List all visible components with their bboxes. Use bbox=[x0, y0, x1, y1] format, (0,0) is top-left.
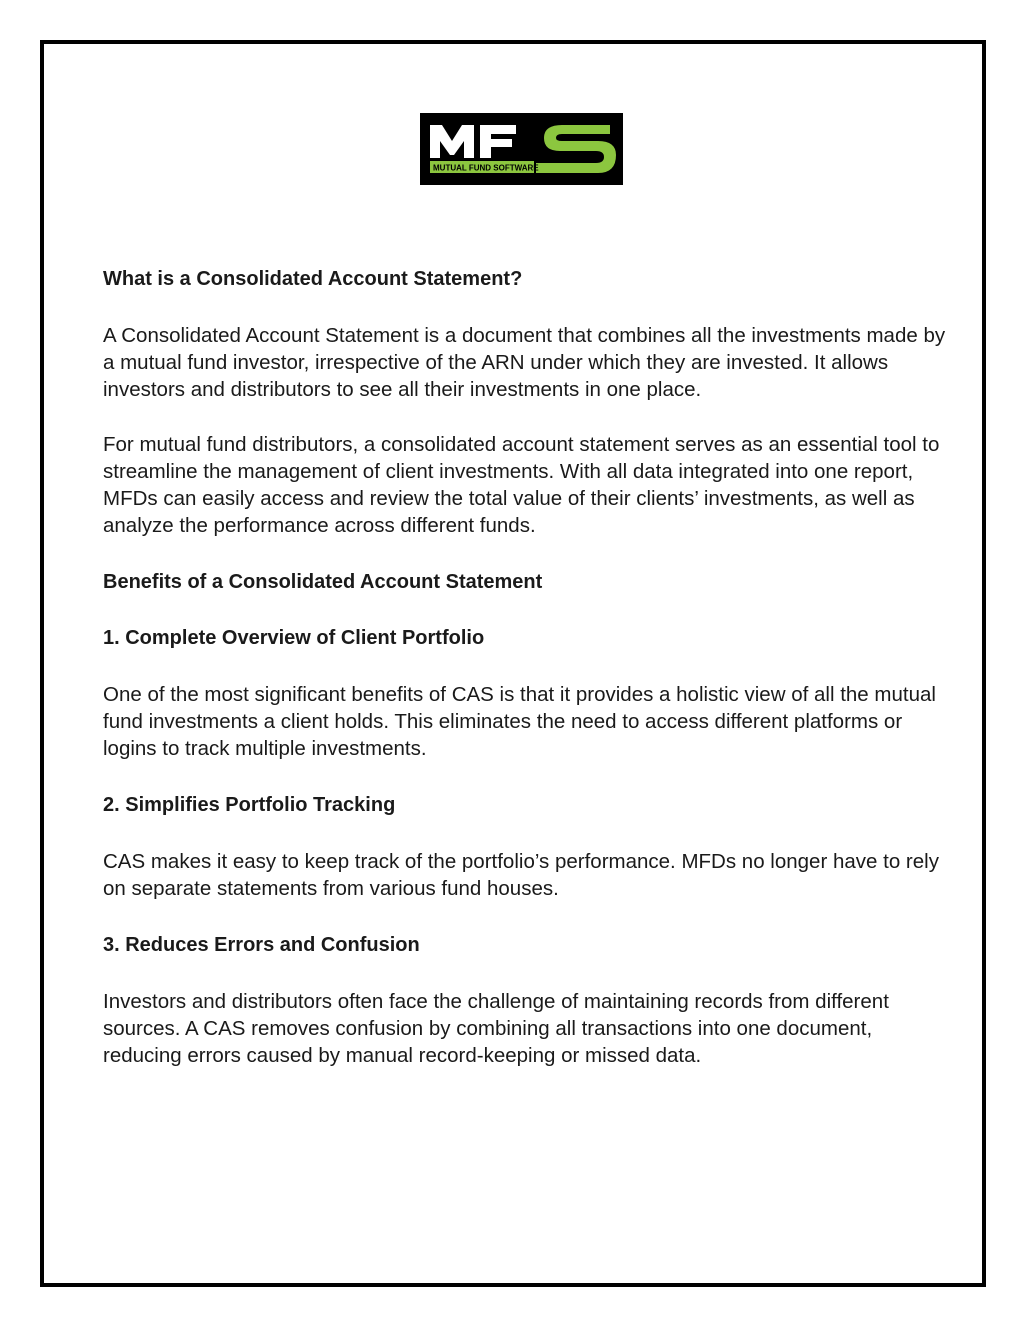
svg-text:MUTUAL FUND SOFTWARE: MUTUAL FUND SOFTWARE bbox=[433, 163, 539, 173]
benefits-heading: Benefits of a Consolidated Account Statement bbox=[103, 571, 543, 593]
mfs-logo-graphic bbox=[420, 113, 623, 185]
intro-paragraph: For mutual fund distributors, a consolidated account statement serves as an essential tool to streamline the management of client investments. With all data integrated into one report, MFDs can easily access and review the total value of their clients’ investments, as well as analyze the performance across different funds. bbox=[103, 433, 940, 537]
intro-paragraph: A Consolidated Account Statement is a document that combines all the investments made by a mutual fund investor, irrespective of the ARN under which they are invested. It allows investors and distributors to see all their investments in one place. bbox=[103, 324, 946, 401]
document-body bbox=[103, 266, 953, 1069]
document-title: What is a Consolidated Account Statement? bbox=[103, 268, 523, 290]
mfs-logo bbox=[420, 113, 623, 185]
section-body: One of the most significant benefits of CAS is that it provides a holistic view of all the mutual fund investments a client holds. This eliminates the need to access different platforms or logins to track multiple investments. bbox=[103, 683, 936, 760]
section-body: CAS makes it easy to keep track of the portfolio’s performance. MFDs no longer have to rely on separate statements from various fund houses. bbox=[103, 850, 939, 900]
section-heading: 1. Complete Overview of Client Portfolio bbox=[103, 627, 485, 649]
section-heading: 3. Reduces Errors and Confusion bbox=[103, 934, 420, 956]
section-heading: 2. Simplifies Portfolio Tracking bbox=[103, 794, 396, 816]
section-body: Investors and distributors often face the challenge of maintaining records from different sources. A CAS removes confusion by combining all transactions into one document, reducing errors caused by manual record-keeping or missed data. bbox=[103, 990, 889, 1067]
